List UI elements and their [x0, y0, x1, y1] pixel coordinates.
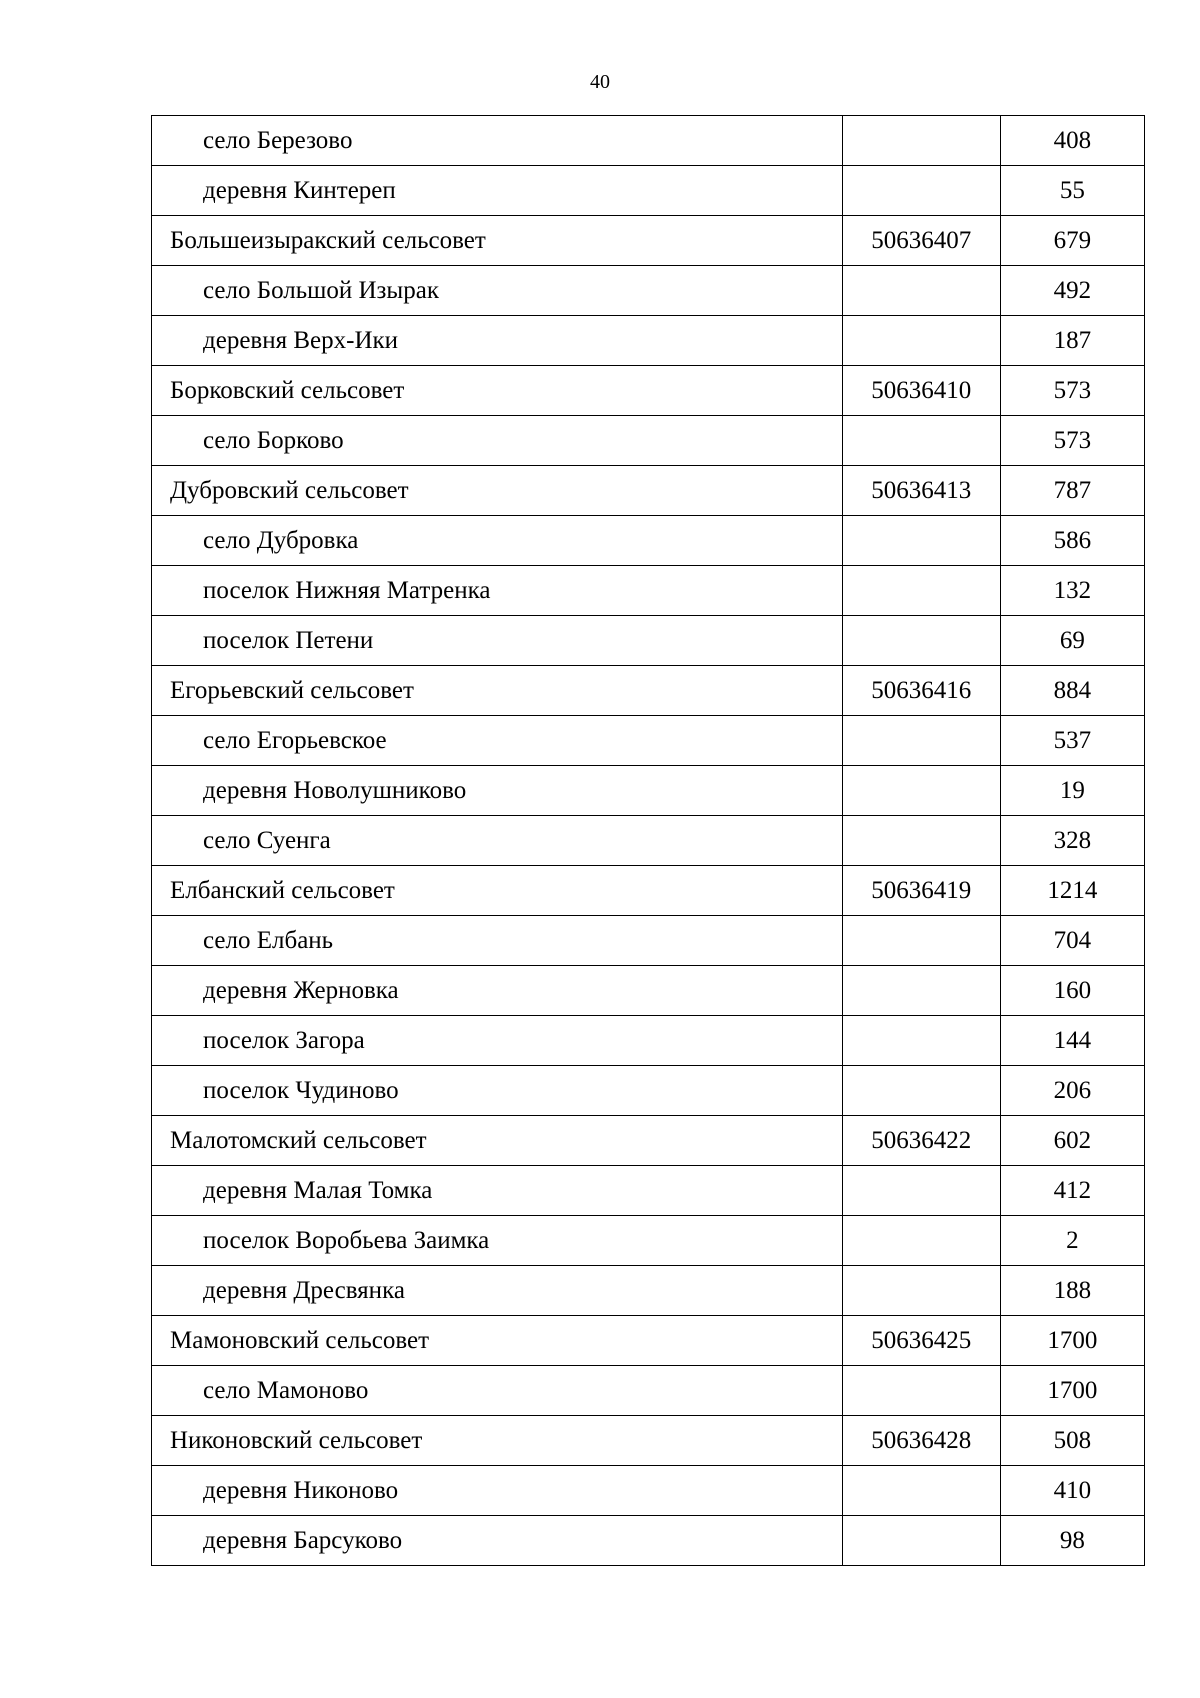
table-row-settlement	[152, 166, 1145, 216]
table-row-settlement	[152, 816, 1145, 866]
population-cell: 586	[1000, 516, 1144, 566]
name-cell: поселок Петени	[152, 616, 843, 666]
table-row-council	[152, 366, 1145, 416]
name-cell: село Егорьевское	[152, 716, 843, 766]
name-cell: деревня Дресвянка	[152, 1266, 843, 1316]
code-cell	[842, 116, 1000, 166]
name-cell: деревня Барсуково	[152, 1516, 843, 1566]
population-cell: 704	[1000, 916, 1144, 966]
code-cell	[842, 166, 1000, 216]
code-cell	[842, 316, 1000, 366]
table-row-settlement	[152, 416, 1145, 466]
name-cell: село Березово	[152, 116, 843, 166]
table-row-settlement	[152, 1216, 1145, 1266]
name-cell: Елбанский сельсовет	[152, 866, 843, 916]
table-row-settlement	[152, 116, 1145, 166]
name-cell: Никоновский сельсовет	[152, 1416, 843, 1466]
table-row-council	[152, 1416, 1145, 1466]
code-cell	[842, 1266, 1000, 1316]
table-row-settlement	[152, 1016, 1145, 1066]
code-cell	[842, 716, 1000, 766]
table-row-settlement	[152, 966, 1145, 1016]
population-cell: 602	[1000, 1116, 1144, 1166]
settlements-table	[151, 115, 1145, 1566]
population-cell: 69	[1000, 616, 1144, 666]
name-cell: поселок Загора	[152, 1016, 843, 1066]
population-cell: 573	[1000, 366, 1144, 416]
population-cell: 55	[1000, 166, 1144, 216]
table-row-council	[152, 666, 1145, 716]
name-cell: Малотомский сельсовет	[152, 1116, 843, 1166]
population-cell: 537	[1000, 716, 1144, 766]
population-cell: 787	[1000, 466, 1144, 516]
table-row-settlement	[152, 616, 1145, 666]
table-row-settlement	[152, 266, 1145, 316]
name-cell: поселок Нижняя Матренка	[152, 566, 843, 616]
table-row-settlement	[152, 316, 1145, 366]
code-cell: 50636422	[842, 1116, 1000, 1166]
name-cell: Большеизыракский сельсовет	[152, 216, 843, 266]
population-cell: 573	[1000, 416, 1144, 466]
population-cell: 508	[1000, 1416, 1144, 1466]
table-row-settlement	[152, 1266, 1145, 1316]
table-row-council	[152, 466, 1145, 516]
name-cell: село Суенга	[152, 816, 843, 866]
code-cell	[842, 1016, 1000, 1066]
code-cell: 50636425	[842, 1316, 1000, 1366]
name-cell: Егорьевский сельсовет	[152, 666, 843, 716]
code-cell: 50636419	[842, 866, 1000, 916]
table-row-settlement	[152, 1166, 1145, 1216]
population-cell: 1700	[1000, 1366, 1144, 1416]
code-cell: 50636416	[842, 666, 1000, 716]
table-row-settlement	[152, 716, 1145, 766]
name-cell: деревня Новолушниково	[152, 766, 843, 816]
page-number: 40	[590, 71, 610, 93]
table-row-council	[152, 866, 1145, 916]
table-row-settlement	[152, 1066, 1145, 1116]
table-row-settlement	[152, 566, 1145, 616]
population-cell: 884	[1000, 666, 1144, 716]
code-cell	[842, 816, 1000, 866]
code-cell: 50636407	[842, 216, 1000, 266]
name-cell: поселок Чудиново	[152, 1066, 843, 1116]
table-row-settlement	[152, 1366, 1145, 1416]
code-cell	[842, 266, 1000, 316]
table-row-settlement	[152, 1516, 1145, 1566]
population-cell: 2	[1000, 1216, 1144, 1266]
name-cell: поселок Воробьева Заимка	[152, 1216, 843, 1266]
population-cell: 160	[1000, 966, 1144, 1016]
table-row-council	[152, 1316, 1145, 1366]
code-cell	[842, 1366, 1000, 1416]
population-cell: 1700	[1000, 1316, 1144, 1366]
code-cell	[842, 1466, 1000, 1516]
population-cell: 98	[1000, 1516, 1144, 1566]
population-cell: 144	[1000, 1016, 1144, 1066]
code-cell	[842, 966, 1000, 1016]
name-cell: село Елбань	[152, 916, 843, 966]
population-cell: 1214	[1000, 866, 1144, 916]
code-cell: 50636428	[842, 1416, 1000, 1466]
name-cell: деревня Никоново	[152, 1466, 843, 1516]
table-row-settlement	[152, 516, 1145, 566]
population-cell: 410	[1000, 1466, 1144, 1516]
table-row-council	[152, 1116, 1145, 1166]
code-cell: 50636410	[842, 366, 1000, 416]
population-cell: 408	[1000, 116, 1144, 166]
population-cell: 679	[1000, 216, 1144, 266]
name-cell: деревня Жерновка	[152, 966, 843, 1016]
name-cell: деревня Верх-Ики	[152, 316, 843, 366]
code-cell	[842, 566, 1000, 616]
name-cell: село Мамоново	[152, 1366, 843, 1416]
name-cell: Дубровский сельсовет	[152, 466, 843, 516]
population-cell: 19	[1000, 766, 1144, 816]
name-cell: село Дубровка	[152, 516, 843, 566]
name-cell: деревня Кинтереп	[152, 166, 843, 216]
table-row-council	[152, 216, 1145, 266]
population-cell: 492	[1000, 266, 1144, 316]
code-cell: 50636413	[842, 466, 1000, 516]
population-cell: 206	[1000, 1066, 1144, 1116]
code-cell	[842, 766, 1000, 816]
code-cell	[842, 916, 1000, 966]
population-cell: 412	[1000, 1166, 1144, 1216]
table-row-settlement	[152, 916, 1145, 966]
name-cell: Борковский сельсовет	[152, 366, 843, 416]
code-cell	[842, 1516, 1000, 1566]
population-cell: 187	[1000, 316, 1144, 366]
table-body	[152, 116, 1145, 1566]
code-cell	[842, 416, 1000, 466]
code-cell	[842, 616, 1000, 666]
name-cell: деревня Малая Томка	[152, 1166, 843, 1216]
population-cell: 188	[1000, 1266, 1144, 1316]
population-cell: 132	[1000, 566, 1144, 616]
table-row-settlement	[152, 1466, 1145, 1516]
table-row-settlement	[152, 766, 1145, 816]
code-cell	[842, 1166, 1000, 1216]
name-cell: Мамоновский сельсовет	[152, 1316, 843, 1366]
code-cell	[842, 1216, 1000, 1266]
code-cell	[842, 516, 1000, 566]
name-cell: село Борково	[152, 416, 843, 466]
population-cell: 328	[1000, 816, 1144, 866]
code-cell	[842, 1066, 1000, 1116]
name-cell: село Большой Изырак	[152, 266, 843, 316]
